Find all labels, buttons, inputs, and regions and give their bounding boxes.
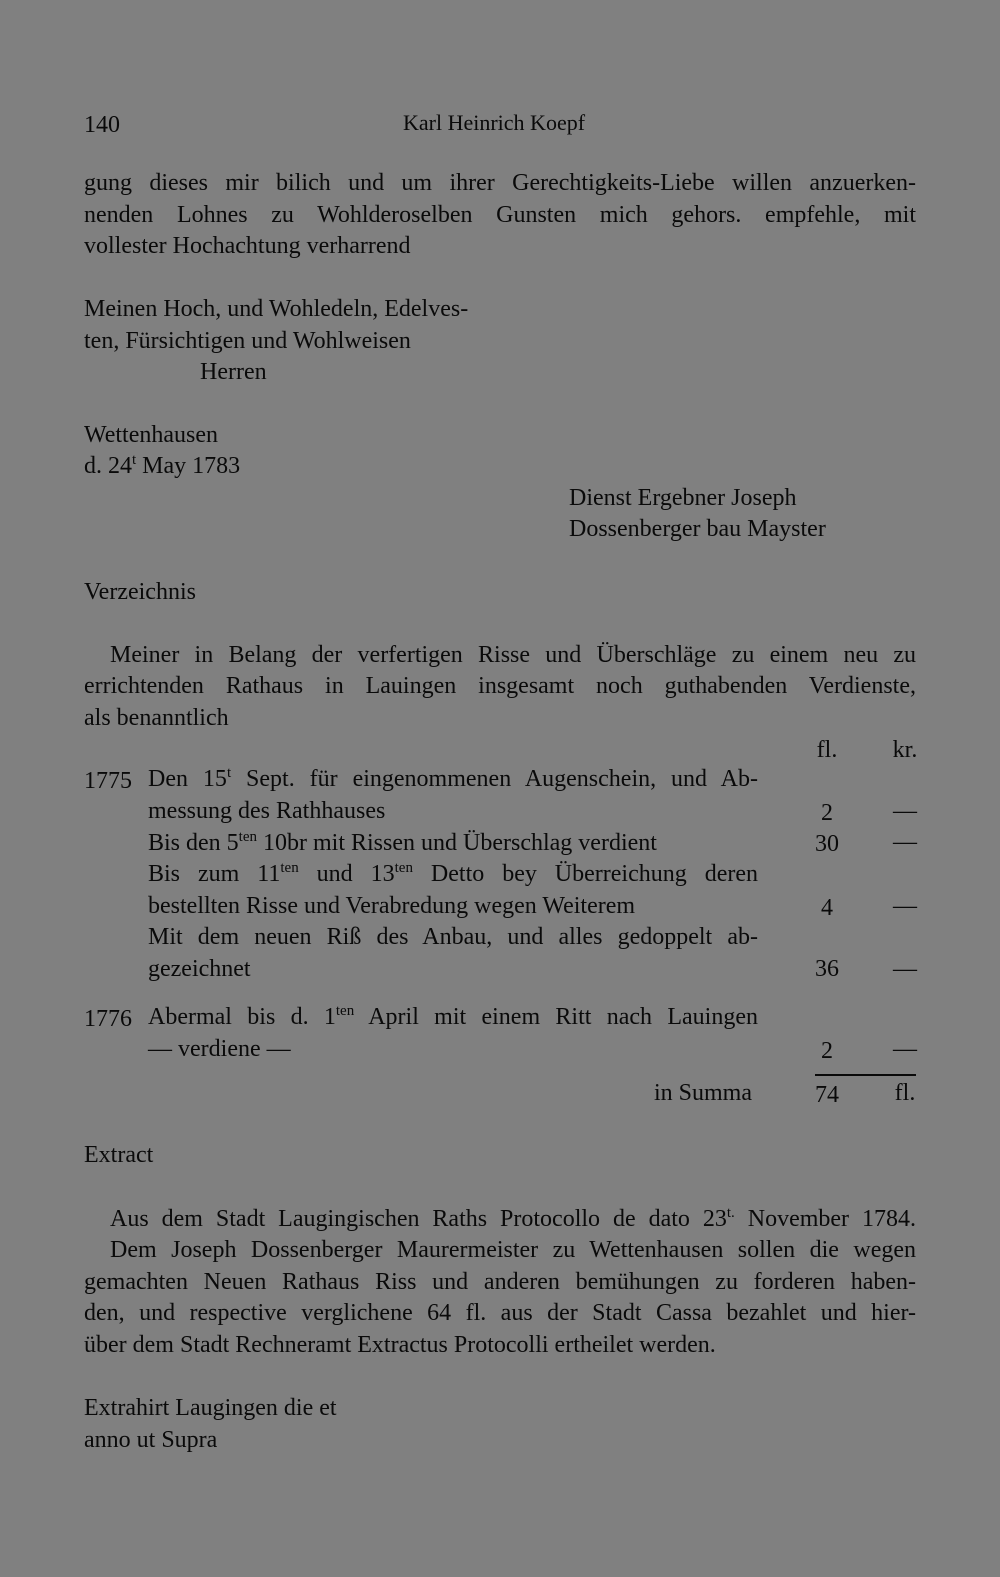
entry-5-fl: 2: [821, 1038, 833, 1064]
verzeichnis-heading: Verzeichnis: [84, 579, 196, 605]
salutation-line-2: ten, Fürsichtigen und Wohlweisen: [84, 328, 411, 354]
sum-label: in Summa: [654, 1080, 753, 1106]
entry-year-1775: 1775: [84, 768, 132, 794]
entry-1-kr: —: [893, 798, 917, 824]
closing-line-2: anno ut Supra: [84, 1427, 218, 1453]
entry-2-kr: —: [893, 829, 917, 855]
page-number: 140: [84, 112, 120, 138]
verzeichnis-intro-line-1: Meiner in Belang der verfertigen Risse und Überschläge zu einem neu zu: [110, 642, 916, 668]
verzeichnis-intro-line-2: errichtenden Rathaus in Lauingen insgesamt noch guthabenden Verdienste,: [84, 673, 916, 699]
salutation-line-1: Meinen Hoch, und Wohledeln, Edelves-: [84, 296, 469, 322]
entry-2-line-1: Bis den $5^{ten}$ 10br mit Rissen und Überschlag verdient: [148, 829, 657, 856]
date: d. 24$^t$ May 1783: [84, 452, 241, 479]
entry-3-line-2: bestellten Risse und Verabredung wegen Weiterem: [148, 893, 636, 919]
extract-line-2: Dem Joseph Dossenberger Maurermeister zu Wettenhausen sollen die wegen: [110, 1237, 916, 1263]
place: Wettenhausen: [84, 422, 219, 448]
extract-line-1: Aus dem Stadt Laugingischen Raths Protocollo de dato $23^{t.}$ November 1784.: [110, 1205, 916, 1232]
entry-4-line-2: gezeichnet: [148, 956, 251, 982]
verzeichnis-intro-line-3: als benanntlich: [84, 705, 229, 731]
extract-line-3: gemachten Neuen Rathaus Riss und anderen bemühungen zu forderen haben-: [84, 1269, 916, 1295]
entry-1-line-1: Den 15$^t$ Sept. für eingenommenen Augenschein, und Ab-: [148, 765, 758, 792]
entry-4-fl: 36: [815, 956, 839, 982]
entry-5-line-1: Abermal bis d. $1^{ten}$ April mit einem Ritt nach Lauingen: [148, 1003, 758, 1030]
entry-3-fl: 4: [821, 895, 833, 921]
signature-line-1: Dienst Ergebner Joseph: [569, 485, 797, 511]
entry-1-fl: 2: [821, 800, 833, 826]
opening-line-3: vollester Hochachtung verharrend: [84, 233, 411, 259]
entry-1-line-2: messung des Rathhauses: [148, 798, 386, 824]
extract-heading: Extract: [84, 1142, 154, 1168]
column-header-fl: fl.: [816, 737, 838, 763]
opening-line-2: nenden Lohnes zu Wohlderoselben Gunsten mich gehors. empfehle, mit: [84, 202, 916, 228]
opening-line-1: gung dieses mir bilich und um ihrer Gerechtigkeits-Liebe willen anzuerken-: [84, 170, 916, 196]
column-header-kr: kr.: [892, 737, 918, 763]
entry-2-fl: 30: [815, 831, 839, 857]
sum-unit: fl.: [894, 1080, 916, 1106]
entry-4-line-1: Mit dem neuen Riß des Anbau, und alles gedoppelt ab-: [148, 924, 758, 950]
closing-line-1: Extrahirt Laugingen die et: [84, 1395, 337, 1421]
entry-5-kr: —: [893, 1036, 917, 1062]
extract-line-5: über dem Stadt Rechneramt Extractus Protocolli ertheilet werden.: [84, 1332, 716, 1358]
entry-3-line-1: Bis zum $11^{ten}$ und $13^{ten}$ Detto bey Überreichung deren: [148, 860, 758, 887]
entry-5-line-2: — verdiene —: [148, 1036, 291, 1062]
running-head-author: Karl Heinrich Koepf: [403, 110, 586, 135]
entry-3-kr: —: [893, 893, 917, 919]
entry-4-kr: —: [893, 956, 917, 982]
signature-line-2: Dossenberger bau Mayster: [569, 516, 826, 542]
extract-line-4: den, und respective verglichene 64 fl. aus der Stadt Cassa bezahlet und hier-: [84, 1300, 916, 1326]
entry-year-1776: 1776: [84, 1006, 132, 1032]
sum-value: 74: [815, 1082, 839, 1108]
salutation-line-3: Herren: [200, 359, 267, 385]
sum-rule: [815, 1074, 916, 1076]
